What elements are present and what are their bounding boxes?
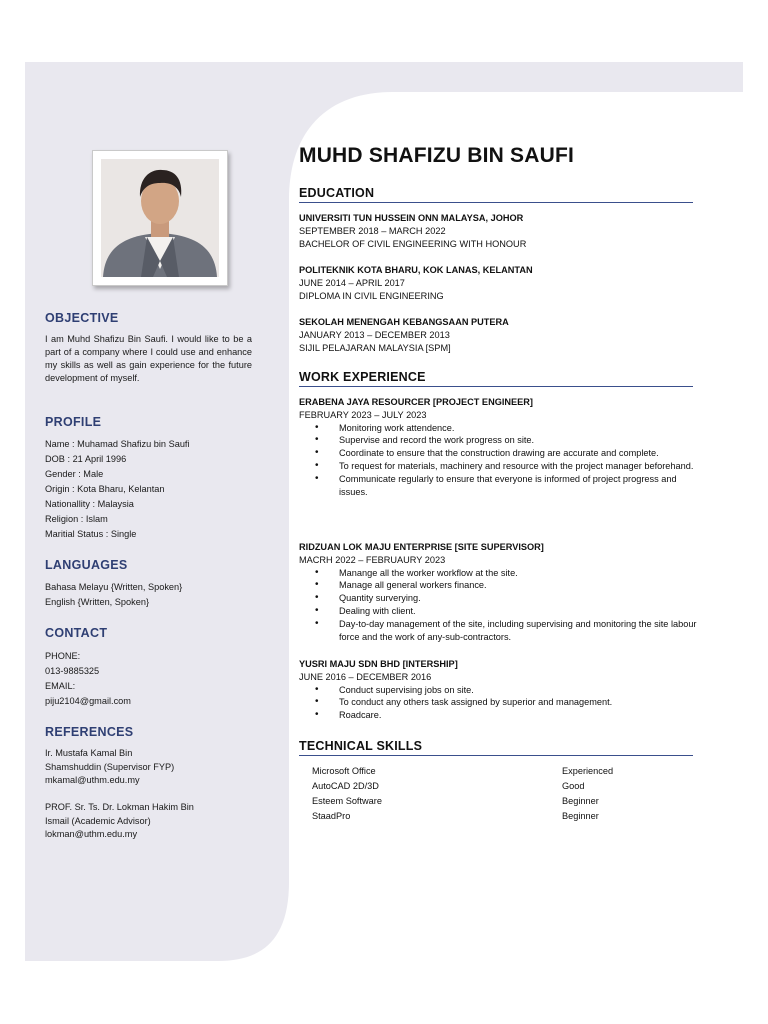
skill-row bbox=[312, 781, 672, 796]
profile-origin: Origin : Kota Bharu, Kelantan bbox=[45, 484, 165, 494]
reference-1 bbox=[45, 747, 252, 788]
objective-text: I am Muhd Shafizu Bin Saufi. I would like to be a part of a company where I could use and enhance my skills as well as gain experience for the future development of myself. bbox=[45, 334, 252, 383]
job-period: FEBRUARY 2023 – JULY 2023 bbox=[299, 409, 427, 420]
education-item bbox=[299, 264, 699, 302]
job-title: RIDZUAN LOK MAJU ENTERPRISE [SITE SUPERVISOR] bbox=[299, 542, 544, 552]
skill-name: StaadPro bbox=[312, 811, 351, 821]
education-heading: EDUCATION bbox=[299, 186, 693, 203]
email-label: EMAIL: bbox=[45, 681, 76, 691]
job-title: ERABENA JAYA RESOURCER [PROJECT ENGINEER] bbox=[299, 397, 533, 407]
contact-heading: CONTACT bbox=[45, 626, 108, 640]
job-title: YUSRI MAJU SDN BHD [INTERSHIP] bbox=[299, 659, 458, 669]
phone-number: 013-9885325 bbox=[45, 666, 100, 676]
skill-row bbox=[312, 796, 672, 811]
duty-item: • Communicate regularly to ensure that everyone is informed of project progress and issues. bbox=[299, 473, 699, 499]
study-period: JANUARY 2013 – DECEMBER 2013 bbox=[299, 329, 450, 340]
duty-item: • Conduct supervising jobs on site. bbox=[299, 684, 699, 697]
skill-level: Beginner bbox=[562, 811, 599, 821]
job-duties bbox=[299, 684, 699, 722]
reference-name: PROF. Sr. Ts. Dr. Lokman Hakim Bin bbox=[45, 802, 194, 812]
reference-role: Ismail (Academic Advisor) bbox=[45, 815, 151, 826]
references-heading: REFERENCES bbox=[45, 725, 134, 739]
duty-item: • Dealing with client. bbox=[299, 605, 699, 618]
qualification: DIPLOMA IN CIVIL ENGINEERING bbox=[299, 290, 444, 301]
skill-level: Good bbox=[562, 781, 585, 791]
job-entry bbox=[299, 658, 699, 722]
reference-2 bbox=[45, 801, 252, 842]
education-item bbox=[299, 316, 699, 354]
languages-heading: LANGUAGES bbox=[45, 558, 128, 572]
duty-item: • To request for materials, machinery and resource with the project manager beforehand. bbox=[299, 460, 699, 473]
profile-heading: PROFILE bbox=[45, 415, 102, 429]
school-name: POLITEKNIK KOTA BHARU, KOK LANAS, KELANTAN bbox=[299, 265, 533, 275]
skills-table bbox=[312, 766, 672, 826]
duty-item: • Manage all general workers finance. bbox=[299, 579, 699, 592]
skill-row bbox=[312, 766, 672, 781]
work-experience-heading: WORK EXPERIENCE bbox=[299, 370, 693, 387]
education-item bbox=[299, 212, 699, 250]
study-period: SEPTEMBER 2018 – MARCH 2022 bbox=[299, 225, 446, 236]
profile-marital-status: Maritial Status : Single bbox=[45, 529, 137, 539]
objective-heading: OBJECTIVE bbox=[45, 311, 119, 325]
skill-name: Microsoft Office bbox=[312, 766, 376, 776]
skill-name: Esteem Software bbox=[312, 796, 382, 806]
duty-item: • Quantity surverying. bbox=[299, 592, 699, 605]
job-duties bbox=[299, 422, 699, 499]
contact-details bbox=[45, 649, 252, 709]
school-name: UNIVERSITI TUN HUSSEIN ONN MALAYSA, JOHOR bbox=[299, 213, 524, 223]
reference-name: Ir. Mustafa Kamal Bin bbox=[45, 748, 133, 758]
reference-email: lokman@uthm.edu.my bbox=[45, 829, 138, 839]
language-item: Bahasa Melayu {Written, Spoken} bbox=[45, 582, 183, 592]
job-period: JUNE 2016 – DECEMBER 2016 bbox=[299, 671, 432, 682]
duty-item: • Coordinate to ensure that the construction drawing are accurate and complete. bbox=[299, 447, 699, 460]
skill-level: Beginner bbox=[562, 796, 599, 806]
profile-photo bbox=[92, 150, 228, 286]
job-entry bbox=[299, 541, 699, 643]
duty-item: • To conduct any others task assigned by superior and management. bbox=[299, 696, 699, 709]
skill-name: AutoCAD 2D/3D bbox=[312, 781, 379, 791]
phone-label: PHONE: bbox=[45, 651, 81, 661]
profile-name: Name : Muhamad Shafizu bin Saufi bbox=[45, 439, 190, 449]
school-name: SEKOLAH MENENGAH KEBANGSAAN PUTERA bbox=[299, 317, 509, 327]
email-address: piju2104@gmail.com bbox=[45, 696, 131, 706]
duty-item: • Monitoring work attendence. bbox=[299, 422, 699, 435]
profile-gender: Gender : Male bbox=[45, 469, 104, 479]
profile-religion: Religion : Islam bbox=[45, 514, 108, 524]
technical-skills-heading: TECHNICAL SKILLS bbox=[299, 739, 693, 756]
avatar bbox=[101, 159, 219, 277]
languages-list bbox=[45, 580, 252, 610]
job-entry bbox=[299, 396, 699, 498]
duty-item: • Day-to-day management of the site, including supervising and monitoring the site labour force and the work of any-sub-contractors. bbox=[299, 618, 699, 644]
reference-role: Shamshuddin (Supervisor FYP) bbox=[45, 761, 175, 772]
skill-row bbox=[312, 811, 672, 826]
skill-level: Experienced bbox=[562, 766, 614, 776]
duty-item: • Roadcare. bbox=[299, 709, 699, 722]
reference-email: mkamal@uthm.edu.my bbox=[45, 775, 140, 785]
profile-nationality: Nationallity : Malaysia bbox=[45, 499, 134, 509]
duty-item: • Supervise and record the work progress on site. bbox=[299, 434, 699, 447]
profile-details bbox=[45, 437, 252, 542]
language-item: English {Written, Spoken} bbox=[45, 597, 150, 607]
study-period: JUNE 2014 – APRIL 2017 bbox=[299, 277, 405, 288]
job-duties bbox=[299, 567, 699, 644]
qualification: BACHELOR OF CIVIL ENGINEERING WITH HONOUR bbox=[299, 238, 527, 249]
job-period: MACRH 2022 – FEBRUAURY 2023 bbox=[299, 554, 446, 565]
profile-dob: DOB : 21 April 1996 bbox=[45, 454, 127, 464]
qualification: SIJIL PELAJARAN MALAYSIA [SPM] bbox=[299, 342, 451, 353]
duty-item: • Manange all the worker workflow at the site. bbox=[299, 567, 699, 580]
resume-name: MUHD SHAFIZU BIN SAUFI bbox=[299, 144, 575, 167]
